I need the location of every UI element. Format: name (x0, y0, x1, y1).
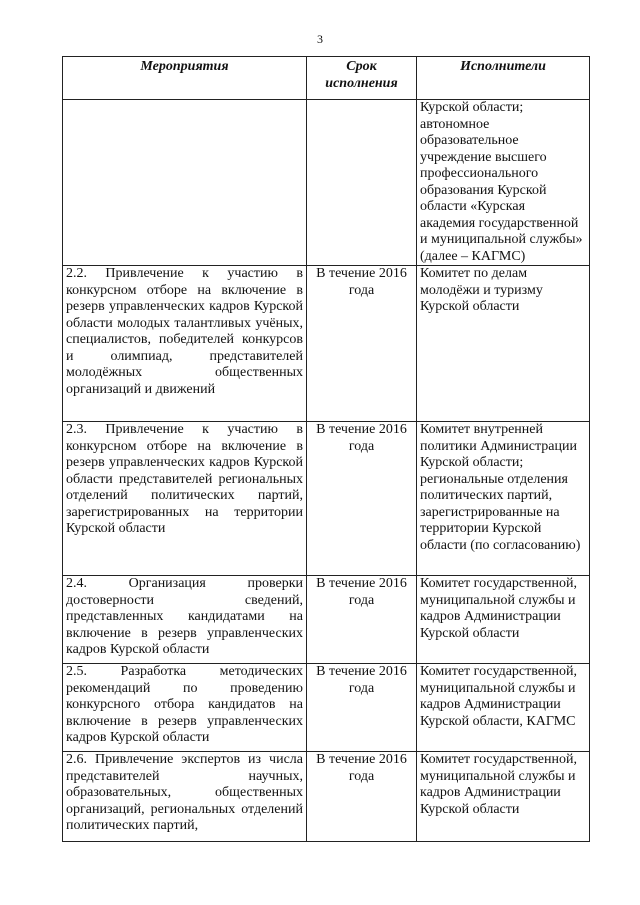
event-cell (63, 100, 307, 266)
executors-text: Курской области; автономное образовательное учреждение высшего профессионального образования Курской области «Курская академия государственной и муниципальной службы» (далее – КАГМС) (420, 100, 583, 264)
header-executors: Исполнители (417, 57, 590, 100)
executors-cell: Комитет внутренней политики Администрации Курской области; региональные отделения политических партий, зарегистрированные на территории Курской области (по согласованию) (417, 422, 590, 576)
event-cell: 2.6. Привлечение экспертов из числа представителей научных, образовательных, общественных организаций, региональных отделений политических партий, (63, 752, 307, 842)
deadline-cell (307, 100, 417, 266)
executors-cell: Комитет государственной, муниципальной службы и кадров Администрации Курской области, КАГМС (417, 664, 590, 752)
deadline-cell: В течение 2016 года (307, 664, 417, 752)
table-row (63, 576, 590, 664)
table-row (63, 100, 590, 266)
header-deadline: Срок исполнения (307, 57, 417, 100)
table-row (63, 266, 590, 422)
deadline-cell: В течение 2016 года (307, 752, 417, 842)
event-cell: 2.2. Привлечение к участию в конкурсном отборе на включение в резерв управленческих кадров Курской области молодых талантливых учёных, специалистов, победителей конкурсов и олимпиад, представителей молодёжных общественных организаций и движений (63, 266, 307, 422)
event-cell: 2.5. Разработка методических рекомендаций по проведению конкурсного отбора кандидатов на включение в резерв управленческих кадров Курской области (63, 664, 307, 752)
executors-cell: Комитет государственной, муниципальной службы и кадров Администрации Курской области (417, 752, 590, 842)
page-number: 3 (317, 32, 323, 46)
table-header-row (63, 57, 590, 100)
table-row (63, 664, 590, 752)
deadline-cell: В течение 2016 года (307, 266, 417, 422)
header-event: Мероприятия (63, 57, 307, 100)
executors-cell: Комитет государственной, муниципальной службы и кадров Администрации Курской области (417, 576, 590, 664)
event-cell: 2.4. Организация проверки достоверности сведений, представленных кандидатами на включение в резерв управленческих кадров Курской области (63, 576, 307, 664)
deadline-cell: В течение 2016 года (307, 576, 417, 664)
table-row (63, 422, 590, 576)
executors-cell: Комитет по делам молодёжи и туризму Курской области (417, 266, 590, 422)
executors-cell (417, 100, 590, 266)
table-row (63, 752, 590, 842)
deadline-cell: В течение 2016 года (307, 422, 417, 576)
event-cell: 2.3. Привлечение к участию в конкурсном отборе на включение в резерв управленческих кадров Курской области представителей региональных отделений политических партий, зарегистрированных на территории Курской области (63, 422, 307, 576)
activities-table (62, 56, 590, 842)
